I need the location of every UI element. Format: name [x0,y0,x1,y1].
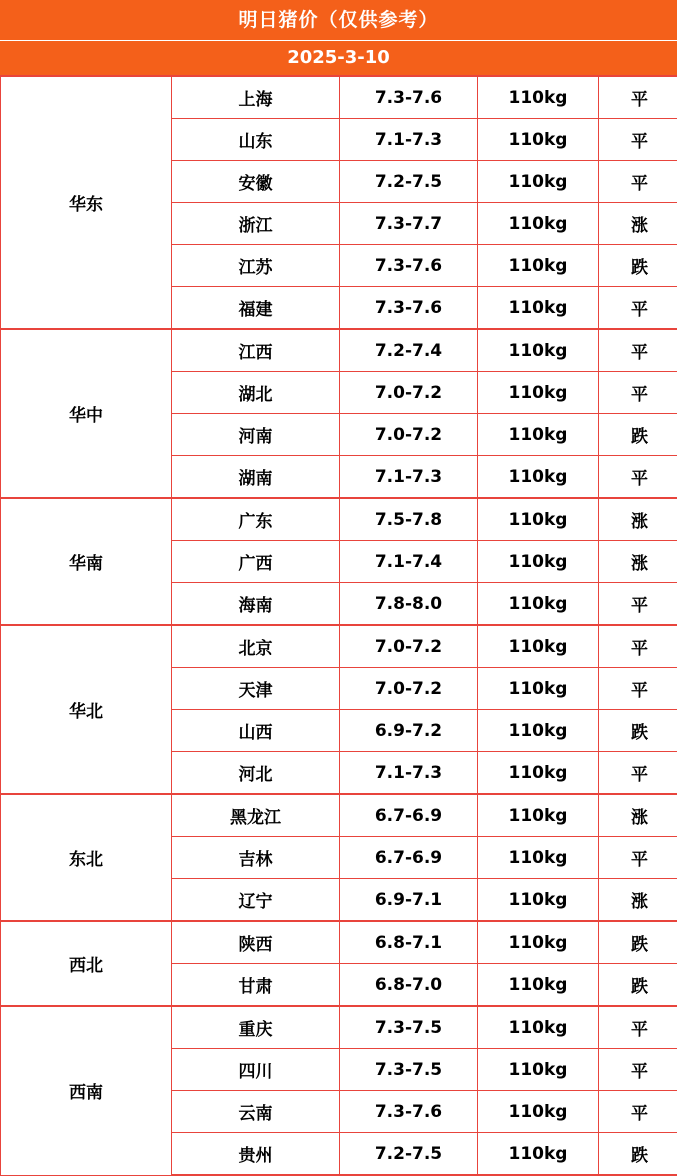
trend-cell: 涨 [599,879,677,922]
price-cell: 7.1-7.3 [340,752,478,795]
province-cell: 河南 [172,414,340,456]
price-cell: 6.7-6.9 [340,837,478,879]
price-cell: 7.3-7.5 [340,1006,478,1049]
weight-cell: 110kg [478,1091,599,1133]
weight-cell: 110kg [478,287,599,330]
table-row [1,921,677,964]
weight-cell: 110kg [478,1133,599,1176]
price-cell: 7.0-7.2 [340,625,478,668]
trend-cell: 平 [599,456,677,499]
trend-cell: 涨 [599,794,677,837]
province-cell: 山东 [172,119,340,161]
price-cell: 7.3-7.6 [340,76,478,119]
trend-cell: 跌 [599,414,677,456]
price-cell: 7.5-7.8 [340,498,478,541]
weight-cell: 110kg [478,964,599,1007]
region-cell: 华北 [1,625,172,794]
weight-cell: 110kg [478,710,599,752]
date-label: 2025-3-10 [0,40,677,75]
trend-cell: 涨 [599,498,677,541]
trend-cell: 平 [599,837,677,879]
province-cell: 重庆 [172,1006,340,1049]
price-cell: 7.3-7.6 [340,1091,478,1133]
weight-cell: 110kg [478,583,599,626]
trend-cell: 平 [599,119,677,161]
weight-cell: 110kg [478,203,599,245]
weight-cell: 110kg [478,245,599,287]
province-cell: 辽宁 [172,879,340,922]
trend-cell: 平 [599,668,677,710]
trend-cell: 跌 [599,245,677,287]
province-cell: 江西 [172,329,340,372]
trend-cell: 平 [599,1049,677,1091]
price-cell: 6.8-7.0 [340,964,478,1007]
price-cell: 7.2-7.5 [340,1133,478,1176]
weight-cell: 110kg [478,1006,599,1049]
price-cell: 7.2-7.5 [340,161,478,203]
region-cell: 华南 [1,498,172,625]
region-cell: 华中 [1,329,172,498]
table-row [1,329,677,372]
province-cell: 福建 [172,287,340,330]
price-cell: 7.0-7.2 [340,372,478,414]
price-cell: 7.0-7.2 [340,414,478,456]
table-row [1,794,677,837]
weight-cell: 110kg [478,329,599,372]
trend-cell: 平 [599,625,677,668]
weight-cell: 110kg [478,541,599,583]
province-cell: 浙江 [172,203,340,245]
trend-cell: 涨 [599,541,677,583]
weight-cell: 110kg [478,161,599,203]
trend-cell: 跌 [599,964,677,1007]
table-row [1,76,677,119]
page-title: 明日猪价（仅供参考） [0,0,677,40]
weight-cell: 110kg [478,456,599,499]
region-cell: 西南 [1,1006,172,1175]
price-cell: 6.9-7.1 [340,879,478,922]
trend-cell: 跌 [599,710,677,752]
price-cell: 7.1-7.3 [340,119,478,161]
price-table [0,75,677,1176]
province-cell: 四川 [172,1049,340,1091]
province-cell: 甘肃 [172,964,340,1007]
weight-cell: 110kg [478,794,599,837]
trend-cell: 平 [599,372,677,414]
price-cell: 6.8-7.1 [340,921,478,964]
province-cell: 天津 [172,668,340,710]
province-cell: 山西 [172,710,340,752]
trend-cell: 平 [599,76,677,119]
price-cell: 7.3-7.5 [340,1049,478,1091]
price-cell: 7.2-7.4 [340,329,478,372]
province-cell: 黑龙江 [172,794,340,837]
province-cell: 陕西 [172,921,340,964]
province-cell: 江苏 [172,245,340,287]
province-cell: 贵州 [172,1133,340,1176]
trend-cell: 平 [599,1091,677,1133]
price-cell: 7.1-7.4 [340,541,478,583]
weight-cell: 110kg [478,625,599,668]
price-cell: 7.3-7.7 [340,203,478,245]
weight-cell: 110kg [478,414,599,456]
weight-cell: 110kg [478,119,599,161]
province-cell: 吉林 [172,837,340,879]
price-cell: 7.1-7.3 [340,456,478,499]
province-cell: 云南 [172,1091,340,1133]
province-cell: 北京 [172,625,340,668]
trend-cell: 平 [599,329,677,372]
weight-cell: 110kg [478,752,599,795]
region-cell: 东北 [1,794,172,921]
price-cell: 6.7-6.9 [340,794,478,837]
province-cell: 广西 [172,541,340,583]
weight-cell: 110kg [478,372,599,414]
table-row [1,625,677,668]
weight-cell: 110kg [478,879,599,922]
trend-cell: 平 [599,287,677,330]
province-cell: 海南 [172,583,340,626]
trend-cell: 跌 [599,1133,677,1176]
trend-cell: 平 [599,1006,677,1049]
weight-cell: 110kg [478,921,599,964]
weight-cell: 110kg [478,1049,599,1091]
price-cell: 6.9-7.2 [340,710,478,752]
province-cell: 安徽 [172,161,340,203]
region-cell: 西北 [1,921,172,1006]
trend-cell: 跌 [599,921,677,964]
weight-cell: 110kg [478,498,599,541]
trend-cell: 平 [599,752,677,795]
province-cell: 广东 [172,498,340,541]
trend-cell: 涨 [599,203,677,245]
trend-cell: 平 [599,161,677,203]
price-cell: 7.8-8.0 [340,583,478,626]
trend-cell: 平 [599,583,677,626]
province-cell: 湖北 [172,372,340,414]
weight-cell: 110kg [478,668,599,710]
weight-cell: 110kg [478,837,599,879]
price-cell: 7.3-7.6 [340,245,478,287]
price-cell: 7.3-7.6 [340,287,478,330]
table-row [1,1006,677,1049]
price-table-body [1,76,677,1175]
province-cell: 河北 [172,752,340,795]
region-cell: 华东 [1,76,172,329]
table-row [1,498,677,541]
province-cell: 上海 [172,76,340,119]
province-cell: 湖南 [172,456,340,499]
weight-cell: 110kg [478,76,599,119]
price-cell: 7.0-7.2 [340,668,478,710]
